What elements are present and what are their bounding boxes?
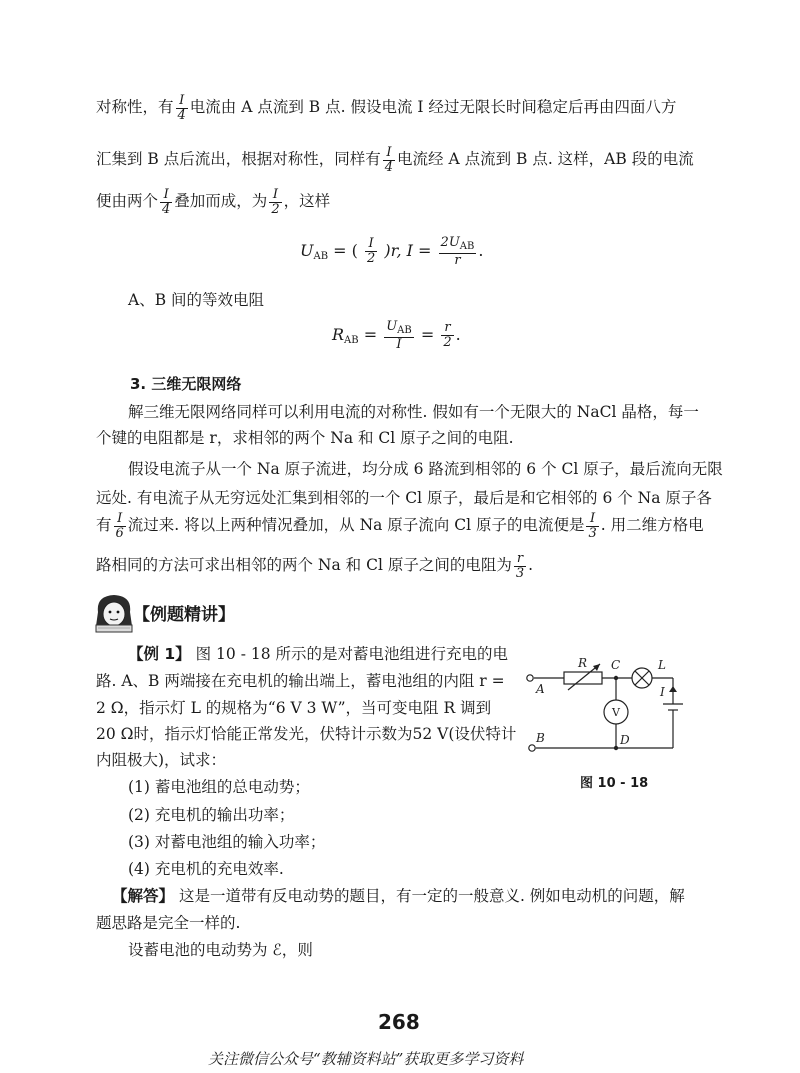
equivalent-resistance-line: A、B 间的等效电阻 [128, 291, 265, 309]
text: . [528, 556, 534, 575]
frac-den: I [396, 336, 402, 352]
equation-rab [332, 320, 461, 351]
frac-den: 2 [271, 201, 280, 217]
frac-den: 4 [177, 107, 186, 123]
frac-num: I [176, 94, 188, 109]
eq-symbol: R [332, 325, 345, 345]
frac-den: 4 [162, 201, 171, 217]
section3-p2-line2: 远处. 有电流子从无穷远处汇集到相邻的一个 Cl 原子，最后是和它相邻的 6 个 Na 原子各 [96, 489, 712, 507]
text: 图 10 - 18 所示的是对蓄电池组进行充电的电 [195, 645, 509, 663]
section3-p1-line1: 解三维无限网络同样可以利用电流的对称性. 假如有一个无限大的 NaCl 晶格，每一 [128, 403, 699, 421]
fraction-2uab-over-r [439, 236, 477, 267]
label-r: R [578, 656, 588, 670]
figure-caption: 图 10 - 18 [580, 776, 649, 791]
answer-line1 [112, 884, 685, 906]
text: 有 [96, 516, 112, 535]
frac-den: 3 [515, 565, 525, 581]
answer-line3: 设蓄电池的电动势为 ℰ，则 [128, 941, 313, 959]
answer-line2: 题思路是完全一样的. [96, 914, 241, 932]
section3-p2-line4 [96, 552, 533, 580]
frac-den: 2 [366, 251, 376, 267]
question-2: (2) 充电机的输出功率； [128, 806, 295, 824]
fraction-i-over-4 [176, 94, 188, 122]
eq-subscript: AB [459, 241, 475, 252]
text: 电流经 A 点流到 B 点. 这样，AB 段的电流 [397, 150, 694, 169]
eq-text: . [478, 241, 484, 261]
text: 便由两个 [96, 192, 159, 211]
eq-subscript: AB [313, 251, 329, 263]
equation-uab [300, 236, 483, 267]
frac-num: I [383, 146, 395, 161]
label-c: C [611, 658, 621, 672]
example-section-title: 【例题精讲】 [133, 605, 235, 625]
circuit-diagram [520, 652, 710, 766]
label-i: I [660, 685, 665, 699]
section3-p2-line1: 假设电流子从一个 Na 原子流进，均分成 6 路流到相邻的 6 个 Cl 原子，最后流向无限 [128, 460, 723, 478]
text: ，这样 [283, 192, 331, 211]
frac-num: 2U [440, 235, 460, 250]
frac-num: I [365, 237, 377, 252]
example1-line3: 2 Ω，指示灯 L 的规格为“6 V 3 W”，当可变电阻 R 调到 [96, 699, 492, 717]
example1-line1 [128, 642, 508, 664]
text: 叠加而成，为 [174, 192, 268, 211]
question-3: (3) 对蓄电池组的输入功率； [128, 833, 326, 851]
para1-line1 [96, 94, 676, 122]
answer-tag: 【解答】 [112, 887, 175, 905]
label-a: A [536, 682, 545, 696]
question-1: (1) 蓄电池组的总电动势； [128, 778, 310, 796]
eq-text: = [358, 325, 383, 345]
text: 电流由 A 点流到 B 点. 假设电流 I 经过无限长时间稳定后再由四面八方 [189, 98, 677, 117]
label-v: V [612, 706, 620, 719]
section3-p1-line2: 个键的电阻都是 r，求相邻的两个 Na 和 Cl 原子之间的电阻. [96, 429, 514, 447]
para1-line3 [96, 188, 330, 216]
footer-note: 关注微信公众号“教辅资料站”获取更多学习资料 [208, 1050, 524, 1068]
fraction-i-over-4 [160, 188, 172, 216]
eq-text: )r, I = [379, 241, 437, 261]
frac-num: U [386, 319, 398, 334]
eq-text: = ( [328, 241, 363, 261]
example1-line5: 内阻极大)，试求： [96, 751, 227, 769]
frac-num: I [114, 512, 126, 527]
frac-den: 3 [588, 525, 597, 541]
text: 流过来. 将以上两种情况叠加，从 Na 原子流向 Cl 原子的电流便是 [127, 516, 585, 535]
text: 这是一道带有反电动势的题目，有一定的一般意义. 例如电动机的问题，解 [174, 887, 685, 905]
frac-num: I [269, 188, 281, 203]
frac-num: I [160, 188, 172, 203]
fraction-i-over-3 [586, 512, 598, 540]
fraction-i-over-2 [365, 237, 377, 265]
section3-p2-line3 [96, 512, 704, 540]
eq-text: = [415, 325, 440, 345]
section-heading: 3. 三维无限网络 [130, 375, 242, 393]
label-b: B [536, 731, 545, 745]
frac-num: r [514, 552, 526, 567]
fraction-i-over-4 [383, 146, 395, 174]
fraction-r-over-2 [441, 321, 453, 349]
eq-subscript: AB [344, 335, 359, 347]
page-number: 268 [378, 1010, 420, 1034]
frac-num: I [586, 512, 598, 527]
eq-text: . [455, 325, 461, 345]
frac-den: 2 [443, 335, 452, 351]
text: . 用二维方格电 [600, 516, 704, 535]
cartoon-student-icon [92, 592, 136, 638]
frac-den: 6 [115, 525, 124, 541]
frac-num: r [441, 321, 453, 336]
fraction-r-over-3 [514, 552, 526, 580]
label-l: L [658, 658, 666, 672]
text: 路相同的方法可求出相邻的两个 Na 和 Cl 原子之间的电阻为 [96, 556, 512, 575]
label-d: D [620, 733, 630, 747]
text: 对称性，有 [96, 98, 174, 117]
frac-den: 4 [384, 159, 394, 175]
eq-symbol: U [300, 241, 314, 261]
fraction-i-over-6 [114, 512, 126, 540]
frac-den: r [454, 252, 461, 268]
question-4: (4) 充电机的充电效率. [128, 860, 284, 878]
fraction-uab-over-i [384, 320, 414, 351]
example1-line2: 路. A、B 两端接在充电机的输出端上，蓄电池组的内阻 r = [96, 672, 505, 690]
para1-line2 [96, 146, 694, 174]
eq-subscript: AB [397, 325, 412, 336]
fraction-i-over-2 [269, 188, 281, 216]
example-tag: 【例 1】 [128, 645, 191, 663]
example1-line4: 20 Ω时，指示灯恰能正常发光，伏特计示数为52 V(设伏特计 [96, 725, 517, 743]
text: 汇集到 B 点后流出，根据对称性，同样有 [96, 150, 381, 169]
